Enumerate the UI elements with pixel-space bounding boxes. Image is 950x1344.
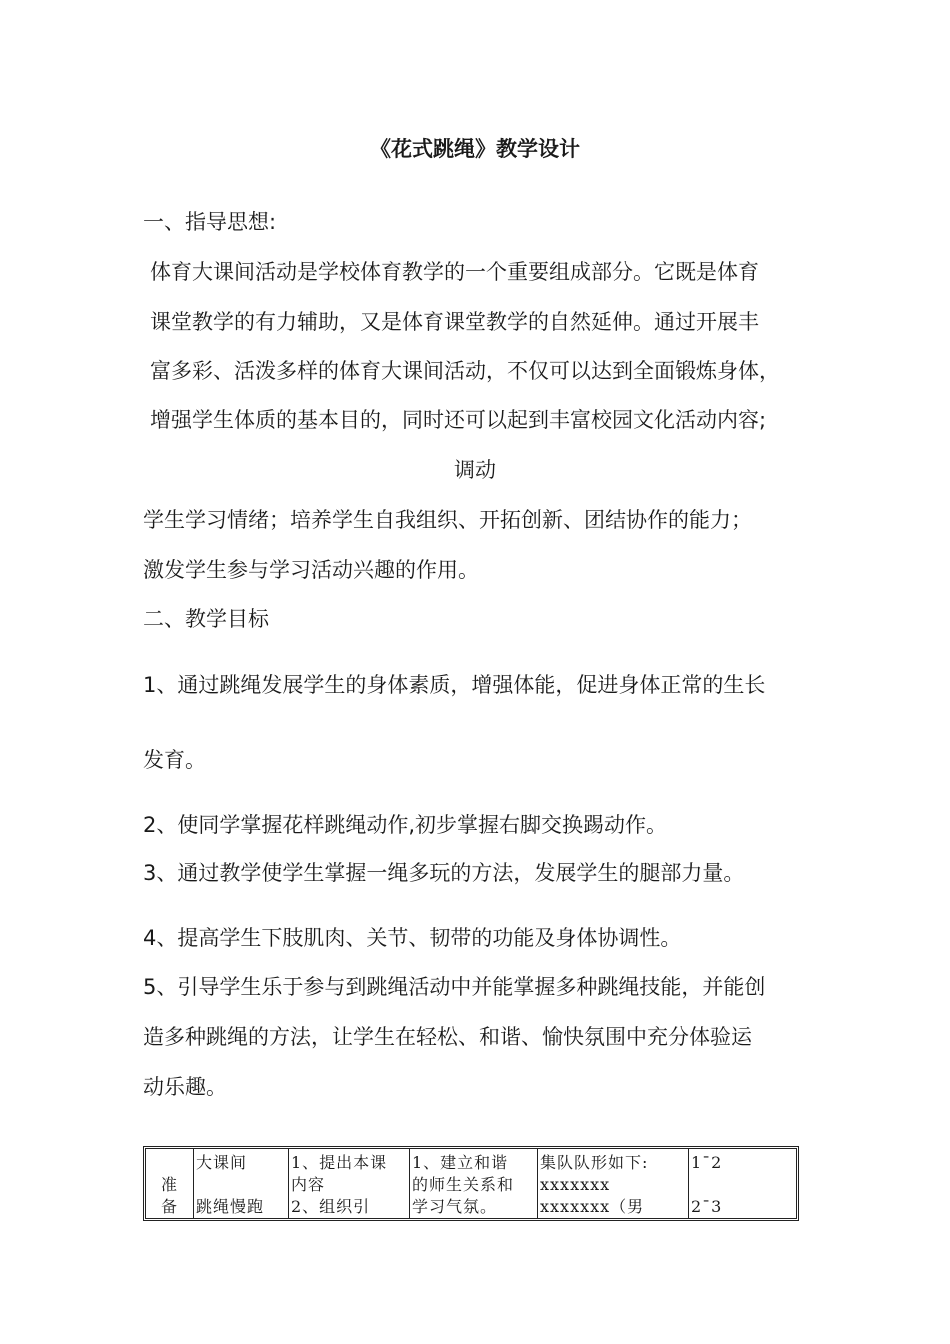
paragraph-line: 课堂教学的有力辅助，又是体育课堂教学的自然延伸。通过开展丰 xyxy=(150,310,759,334)
goal-item: 造多种跳绳的方法，让学生在轻松、和谐、愉快氛围中充分体验运 xyxy=(143,1025,752,1049)
paragraph-line: 富多彩、活泼多样的体育大课间活动，不仅可以达到全面锻炼身体， xyxy=(150,359,780,383)
table-cell-teacher: 1、提出本课 内容 2、组织引 xyxy=(288,1149,409,1218)
table-cell-time: 1¯2 2¯3 xyxy=(688,1149,796,1218)
goal-item: 1、通过跳绳发展学生的身体素质，增强体能，促进身体正常的生长 xyxy=(143,673,766,697)
goal-item: 发育。 xyxy=(143,748,206,772)
table-cell-formation: 集队队形如下: xxxxxxx xxxxxxx（男 xyxy=(537,1149,688,1218)
table-cell-goal: 1、建立和谐 的师生关系和 学习气氛。 xyxy=(409,1149,537,1218)
table-row xyxy=(146,1149,796,1218)
table-cell-phase: 准 备 xyxy=(160,1175,178,1216)
goal-item: 5、引导学生乐于参与到跳绳活动中并能掌握多种跳绳技能，并能创 xyxy=(143,975,766,999)
paragraph-line: 学生学习情绪；培养学生自我组织、开拓创新、团结协作的能力； xyxy=(143,508,752,532)
goal-item: 3、通过教学使学生掌握一绳多玩的方法，发展学生的腿部力量。 xyxy=(143,861,745,885)
lesson-plan-table xyxy=(143,1146,799,1221)
section-heading-teaching-goals: 二、教学目标 xyxy=(143,607,269,631)
paragraph-line: 调动 xyxy=(454,458,496,482)
goal-item: 2、使同学掌握花样跳绳动作,初步掌握右脚交换踢动作。 xyxy=(143,813,668,837)
paragraph-line: 增强学生体质的基本目的，同时还可以起到丰富校园文化活动内容; xyxy=(150,408,767,432)
section-heading-guiding-thought: 一、指导思想: xyxy=(143,210,277,234)
document-title: 《花式跳绳》教学设计 xyxy=(370,137,580,161)
goal-item: 动乐趣。 xyxy=(143,1075,227,1099)
goal-item: 4、提高学生下肢肌肉、关节、韧带的功能及身体协调性。 xyxy=(143,926,682,950)
paragraph-line: 激发学生参与学习活动兴趣的作用。 xyxy=(143,558,479,582)
table-cell-activity: 大课间 跳绳慢跑 xyxy=(193,1149,288,1218)
paragraph-line: 体育大课间活动是学校体育教学的一个重要组成部分。它既是体育 xyxy=(150,260,759,284)
